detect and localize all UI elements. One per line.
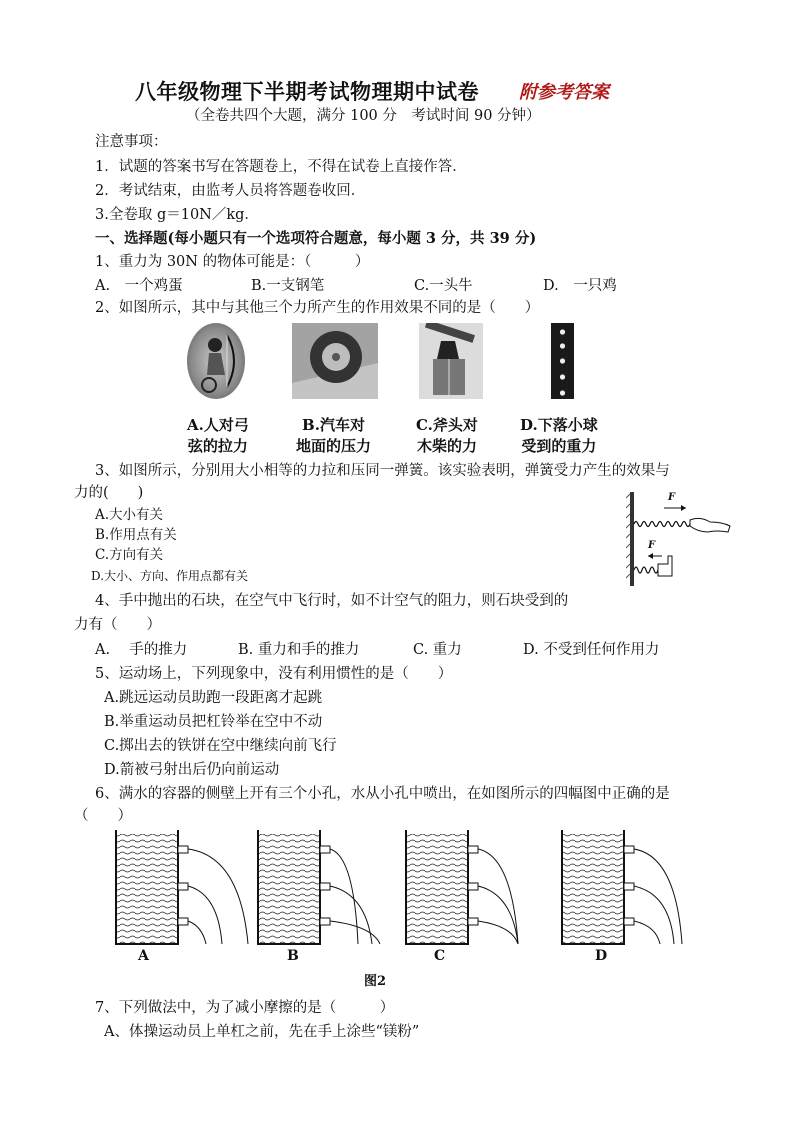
- question-4-option-b: B. 重力和手的推力: [238, 642, 360, 658]
- note-item: 2．考试结束，由监考人员将答题卷收回．: [95, 183, 366, 199]
- caption-d: [520, 415, 598, 457]
- force-label-top: F: [668, 492, 676, 503]
- question-2-stem: 2、如图所示，其中与其他三个力所产生的作用效果不同的是（ ）: [95, 300, 540, 316]
- caption-c: [416, 415, 478, 457]
- note-item: 3.全卷取 g＝10N／kg．: [95, 207, 259, 223]
- question-1-option-d: D. 一只鸡: [543, 278, 617, 294]
- caption-a-line2: 弦的拉力: [187, 437, 248, 455]
- question-3-option-d: D.大小、方向、作用点都有关: [91, 569, 249, 583]
- question-4-stem-line2: 力有（ ）: [74, 617, 161, 633]
- falling-ball-photo: [551, 323, 574, 399]
- page-title: 八年级物理下半期考试物理期中试卷: [135, 79, 479, 104]
- question-7-stem: 7、下列做法中，为了减小摩擦的是（ ）: [95, 1000, 395, 1016]
- caption-b-line2: 地面的压力: [296, 437, 372, 455]
- figure-label-b: B: [287, 948, 299, 964]
- container-c: [406, 830, 518, 944]
- figure-label-c: C: [434, 948, 446, 964]
- figure-label-d: D: [595, 948, 608, 964]
- caption-d-line1: D.下落小球: [520, 416, 598, 434]
- figure-label-a: A: [138, 948, 149, 964]
- question-4-option-a: A. 手的推力: [95, 642, 188, 658]
- axe-wood-photo: [419, 323, 483, 399]
- question-3-stem-line2: 力的( ): [74, 485, 144, 501]
- archer-photo: [187, 323, 245, 399]
- question-3-option-c: C.方向有关: [95, 547, 164, 563]
- water-jets-figure: [100, 826, 700, 948]
- question-1-stem: 1、重力为 30N 的物体可能是：（ ）: [95, 254, 370, 270]
- question-1-option-c: C.一头牛: [414, 278, 473, 294]
- question-3-option-b: B.作用点有关: [95, 527, 177, 543]
- question-3-stem-line1: 3、如图所示，分别用大小相等的力拉和压同一弹簧。该实验表明，弹簧受力产生的效果与: [95, 463, 670, 479]
- caption-c-line1: C.斧头对: [416, 416, 478, 434]
- figure-caption: 图2: [364, 974, 387, 989]
- title-suffix: 附参考答案: [519, 82, 609, 103]
- force-label-bottom: F: [648, 540, 656, 551]
- caption-a: [187, 415, 249, 457]
- question-5-option-a: A.跳远运动员助跑一段距离才起跳: [104, 690, 323, 706]
- section-heading: 一、选择题(每小题只有一个选项符合题意，每小题 3 分，共 39 分): [95, 230, 537, 247]
- caption-b-line1: B.汽车对: [302, 416, 365, 434]
- spring-figure: [626, 490, 732, 588]
- note-item: 1．试题的答案书写在答题卷上，不得在试卷上直接作答．: [95, 159, 467, 175]
- question-4-stem-line1: 4、手中抛出的石块，在空气中飞行时，如不计空气的阻力，则石块受到的: [95, 593, 569, 609]
- question-1-option-b: B.一支钢笔: [251, 278, 325, 294]
- container-b: [258, 830, 380, 944]
- question-5-option-b: B.举重运动员把杠铃举在空中不动: [104, 714, 323, 730]
- question-5-stem: 5、运动场上，下列现象中，没有利用惯性的是（ ）: [95, 666, 453, 682]
- caption-d-line2: 受到的重力: [521, 437, 597, 455]
- question-3-option-a: A.大小有关: [95, 507, 164, 523]
- question-6-stem-line1: 6、满水的容器的侧壁上开有三个小孔，水从小孔中喷出，在如图所示的四幅图中正确的是: [95, 786, 670, 802]
- car-tire-photo: [292, 323, 378, 399]
- question-4-option-c: C. 重力: [413, 642, 462, 658]
- question-4-option-d: D. 不受到任何作用力: [523, 642, 660, 658]
- caption-a-line1: A.人对弓: [187, 416, 249, 434]
- question-6-stem-line2: （ ）: [74, 808, 132, 824]
- caption-b: [296, 415, 371, 457]
- container-a: [116, 830, 248, 944]
- subtitle: （全卷共四个大题，满分 100 分 考试时间 90 分钟）: [186, 108, 541, 124]
- question-5-option-c: C.掷出去的铁饼在空中继续向前飞行: [104, 738, 337, 754]
- notes-heading: 注意事项：: [95, 134, 168, 150]
- question-7-option-a: A、体操运动员上单杠之前，先在手上涂些“镁粉”: [104, 1024, 420, 1040]
- container-d: [562, 830, 682, 944]
- caption-c-line2: 木柴的力: [416, 437, 477, 455]
- question-1-option-a: A. 一个鸡蛋: [95, 278, 183, 294]
- question-5-option-d: D.箭被弓射出后仍向前运动: [104, 762, 280, 778]
